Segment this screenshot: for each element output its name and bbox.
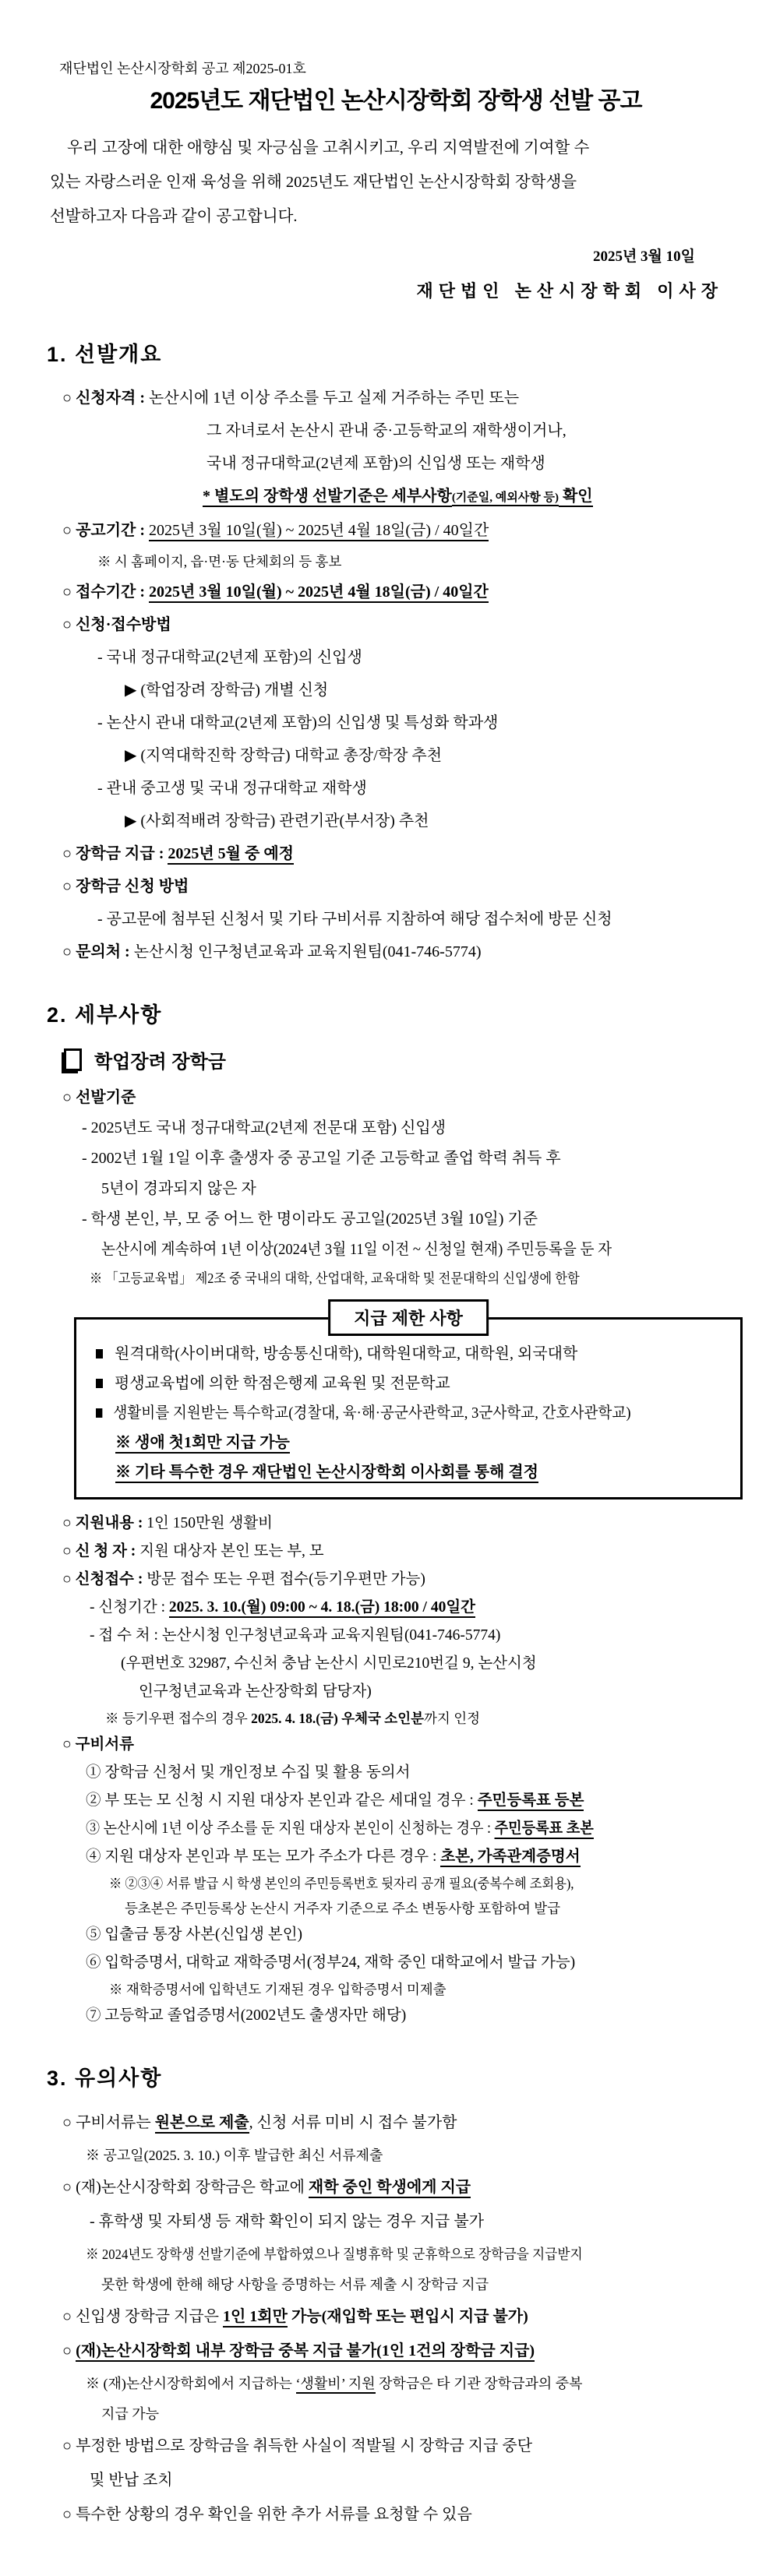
text-segment: ※ 2024년도 장학생 선발기준에 부합하였으나 질병휴학 및 군휴학으로 장학금을 지급받지 (86, 2247, 583, 2262)
section1-body (47, 388, 745, 963)
doc-line (97, 553, 745, 571)
text-segment: - 신청기간 : (90, 1599, 169, 1616)
doc-line (101, 1179, 745, 1200)
text-segment: 원본으로 제출 (155, 2114, 249, 2134)
doc-line (203, 486, 745, 509)
text-segment: ○ (62, 1543, 76, 1559)
doc-line (115, 1461, 729, 1483)
text-segment: ⑦ 고등학교 졸업증명서(2002년도 출생자만 해당) (86, 2007, 407, 2024)
doc-line (62, 2340, 745, 2362)
intro-paragraph (50, 131, 745, 234)
doc-line (62, 388, 745, 409)
doc-line (101, 2405, 745, 2423)
doc-line (139, 1682, 745, 1702)
text-segment: ○ (62, 2437, 76, 2454)
text-segment: 원격대학(사이버대학, 방송통신대학), 대학원대학교, 대학원, 외국대학 (115, 1345, 578, 1362)
text-segment: ⑥ 입학증명서, 대학교 재학증명서(정부24, 재학 중인 대학교에서 발급 가능) (86, 1954, 576, 1971)
notice-number: 재단법인 논산시장학회 공고 제2025-01호 (59, 61, 306, 76)
text-segment: 신청자격 : (76, 389, 150, 407)
doc-line (62, 1735, 745, 1755)
text-segment: - 공고문에 첨부된 신청서 및 기타 구비서류 지참하여 해당 접수처에 방문 신청 (97, 911, 612, 928)
text-segment: ○ (62, 2308, 76, 2325)
doc-line (86, 1791, 745, 1811)
square-bullet-icon (96, 1349, 103, 1358)
text-segment: 지원내용 : (75, 1515, 147, 1531)
text-segment: (사회적배려 장학금) 관련기관(부서장) 추천 (140, 812, 429, 830)
text-segment: ○ (62, 1571, 76, 1588)
doc-line (90, 1626, 745, 1646)
doc-line (101, 1239, 745, 1260)
text-segment: 장학금은 타 기관 장학금과의 중복 (375, 2376, 583, 2391)
text-segment: 있는 자랑스러운 인재 육성을 위해 2025년도 재단법인 논산시장학회 장학생을 (50, 174, 577, 191)
text-segment: 신 청 자 : (75, 1543, 140, 1559)
text-segment: ○ (62, 943, 76, 960)
text-segment: ○ (62, 878, 76, 895)
doc-line (90, 1598, 745, 1618)
text-segment: ‘생활비’ 지원 (296, 2376, 376, 2394)
doc-line (206, 421, 745, 442)
doc-line (125, 680, 745, 701)
text-segment: ○ (62, 1515, 76, 1531)
text-segment: ④ 지원 대상자 본인과 부 또는 모가 주소가 다른 경우 : (86, 1848, 441, 1865)
doc-line (86, 1763, 745, 1783)
doc-line (62, 1542, 745, 1562)
text-segment: 선발하고자 다음과 같이 공고합니다. (50, 208, 298, 225)
doc-line (62, 2306, 745, 2328)
text-segment: 1인 150만원 생활비 (146, 1515, 274, 1531)
doc-line (67, 131, 745, 165)
text-segment: 초본, 가족관계증명서 (440, 1848, 580, 1867)
text-segment: ⑤ 입출금 통장 사본(신입생 본인) (86, 1926, 303, 1943)
text-segment: 5년이 경과되지 않은 자 (101, 1180, 256, 1197)
text-segment: - 관내 중고생 및 국내 정규대학교 재학생 (97, 780, 367, 797)
section1-heading: 1. 선발개요 (47, 343, 163, 366)
text-segment: ○ (62, 1736, 76, 1753)
text-segment: 논산시청 인구청년교육과 교육지원팀(041-746-5774) (133, 943, 482, 960)
text-segment: 문의처 : (76, 943, 134, 960)
doc-line (62, 582, 745, 603)
doc-line (62, 615, 745, 636)
text-segment: (우편번호 32987, 수신처 충남 논산시 시민로210번길 9, 논산시청 (121, 1655, 537, 1672)
text-segment: 2025년 3월 10일(월) ~ 2025년 4월 18일(금) / 40일간 (149, 522, 489, 541)
doc-line (62, 1514, 745, 1534)
payment-restriction-rows (92, 1343, 729, 1483)
payment-restriction-title: 지급 제한 사항 (328, 1299, 489, 1336)
text-segment: 접수기간 : (76, 583, 150, 601)
doc-line (90, 2211, 745, 2232)
doc-line (62, 520, 745, 541)
doc-line (86, 1953, 745, 1973)
text-segment: 장학금 신청 방법 (76, 878, 189, 895)
text-segment: ○ (62, 2342, 76, 2359)
text-segment: (재)논산시장학회 장학금은 학교에 (76, 2179, 309, 2196)
subsection-heading-scholarship (64, 1048, 745, 1075)
text-segment: 논산시에 계속하여 1년 이상(2024년 3월 11일 이전 ~ 신청일 현재) 주민등록을 둔 자 (101, 1241, 612, 1258)
doc-line (97, 713, 745, 734)
text-segment: ③ 논산시에 1년 이상 주소를 둔 지원 대상자 본인이 신청하는 경우 : (86, 1820, 495, 1837)
condensed-text (90, 1270, 580, 1288)
payment-restriction-box (74, 1309, 743, 1499)
text-segment: 구비서류는 (76, 2114, 155, 2131)
text-segment: ○ (62, 2506, 76, 2523)
text-segment: ○ (62, 1089, 76, 1106)
text-segment: ▶ (125, 747, 141, 764)
doc-line (90, 2469, 745, 2491)
doc-line (86, 1819, 745, 1839)
doc-line (62, 942, 745, 963)
text-segment: - 휴학생 및 자퇴생 등 재학 확인이 되지 않는 경우 지급 불가 (90, 2213, 485, 2230)
doc-line (96, 1402, 729, 1424)
text-segment: 구비서류 (75, 1736, 135, 1753)
condensed-text (86, 2245, 583, 2264)
doc-line (86, 2006, 745, 2026)
signer: 재단법인 논산시장학회 이사장 (416, 281, 723, 301)
announcement-date: 2025년 3월 10일 (592, 248, 695, 265)
doc-line (82, 1209, 745, 1230)
doc-line (115, 1432, 729, 1454)
square-bullet-icon (96, 1379, 103, 1388)
text-segment: (기준일, 예외사항 등) (452, 492, 559, 506)
text-segment: 2025. 4. 18.(금) 우체국 소인분 (251, 1711, 425, 1726)
doc-line (62, 1087, 745, 1108)
doc-line (86, 2245, 745, 2264)
text-segment: * 별도의 장학생 선발기준은 세부사항 (203, 488, 452, 507)
section2-application-body (47, 1514, 745, 2026)
text-segment: ※ 시 홈페이지, 읍·면·동 단체회의 등 홍보 (97, 554, 342, 569)
doc-line (62, 2504, 745, 2525)
text-segment: ※ 「고등교육법」 제2조 중 국내의 대학, 산업대학, 교육대학 및 전문대학의 신입생에 한함 (90, 1270, 580, 1286)
condensed-text (101, 1239, 612, 1260)
doc-line (96, 1373, 729, 1394)
text-segment: 인구청년교육과 논산장학회 담당자) (139, 1683, 372, 1700)
text-segment: 신청·접수방법 (76, 616, 171, 633)
text-segment: 가능 (287, 2308, 322, 2325)
doc-line (96, 1343, 729, 1365)
text-segment: 방문 접수 또는 우편 접수(등기우편만 가능) (146, 1571, 425, 1588)
text-segment: 확인 (559, 488, 593, 507)
doc-line (97, 909, 745, 930)
text-segment: 2025. 3. 10.(월) 09:00 ~ 4. 18.(금) 18:00 / 40일간 (169, 1599, 475, 1618)
text-segment: 생활비를 지원받는 특수학교(경찰대, 육·해·공군사관학교, 3군사학교, 간호사관학교) (113, 1404, 631, 1422)
text-segment: ※ ②③④ 서류 발급 시 학생 본인의 주민등록번호 뒷자리 공개 필요(중복수혜 조회용), (109, 1876, 574, 1891)
text-segment: - 2025년도 국내 정규대학교(2년제 전문대 포함) 신입생 (82, 1119, 447, 1136)
text-segment: - 2002년 1월 1일 이후 출생자 중 공고일 기준 고등학교 졸업 학력 취득 후 (82, 1150, 561, 1167)
section2-criteria-body (47, 1087, 745, 1288)
text-segment: - 국내 정규대학교(2년제 포함)의 신입생 (97, 649, 362, 666)
text-segment: 지원 대상자 본인 또는 부, 모 (139, 1543, 324, 1559)
section2-heading: 2. 세부사항 (47, 1003, 163, 1027)
text-segment: 재학 중인 학생에게 지급 (309, 2179, 471, 2198)
document-title: 2025년도 재단법인 논산시장학회 장학생 선발 공고 (150, 88, 642, 114)
text-segment: ▶ (125, 812, 141, 830)
text-segment: 까지 인정 (424, 1711, 481, 1726)
text-segment: ○ (62, 389, 76, 407)
doc-line (62, 2435, 745, 2457)
text-segment: ▶ (125, 682, 141, 699)
doc-line (97, 647, 745, 668)
text-segment: (지역대학진학 장학금) 대학교 총장/학장 추천 (140, 747, 443, 764)
doc-line (86, 1925, 745, 1945)
doc-line (82, 1148, 745, 1169)
text-segment: ○ (62, 845, 76, 862)
doc-line (125, 811, 745, 832)
condensed-text (96, 1402, 631, 1424)
doc-line (86, 2374, 745, 2393)
doc-line (62, 2112, 745, 2134)
text-segment: 우리 고장에 대한 애향심 및 자긍심을 고취시키고, 우리 지역발전에 기여할 수 (67, 139, 590, 157)
doc-line (62, 876, 745, 897)
text-segment: ※ (재)논산시장학회에서 지급하는 (86, 2376, 296, 2391)
text-segment: 등초본은 주민등록상 논산시 거주자 기준으로 주소 변동사항 포함하여 발급 (125, 1901, 561, 1916)
doc-line (62, 1570, 745, 1590)
text-segment: 국내 정규대학교(2년제 포함)의 신입생 또는 재학생 (206, 455, 545, 472)
square-box-bullet-icon (64, 1048, 82, 1071)
text-segment: 평생교육법에 의한 학점은행제 교육원 및 전문학교 (115, 1375, 450, 1392)
doc-line (109, 1981, 745, 1999)
text-segment: 주민등록표 초본 (495, 1820, 594, 1839)
text-segment: 장학금 지급 : (76, 845, 168, 862)
text-segment: 및 반납 조치 (90, 2472, 173, 2489)
text-segment: 부정한 방법으로 장학금을 취득한 사실이 적발될 시 장학금 지급 중단 (76, 2437, 533, 2454)
text-segment: 선발기준 (76, 1089, 136, 1106)
square-bullet-icon (96, 1408, 102, 1418)
text-segment: , 신청 서류 미비 시 접수 불가함 (249, 2114, 457, 2131)
doc-line (90, 1270, 745, 1288)
text-segment: 1인 1회만 (223, 2308, 288, 2328)
text-segment: ○ (62, 2179, 76, 2196)
section3-body (47, 2112, 745, 2525)
doc-line (109, 1875, 745, 1893)
text-segment: (학업장려 장학금) 개별 신청 (140, 682, 329, 699)
text-segment: - 논산시 관내 대학교(2년제 포함)의 신입생 및 특성화 학과생 (97, 714, 499, 731)
text-segment: 논산시에 1년 이상 주소를 두고 실제 거주하는 주민 또는 (149, 389, 520, 407)
doc-line (50, 199, 745, 234)
text-segment: ※ 공고일(2025. 3. 10.) 이후 발급한 최신 서류제출 (86, 2148, 383, 2163)
text-segment: ※ 생애 첫1회만 지급 가능 (115, 1434, 290, 1454)
text-segment: 신청접수 : (75, 1571, 147, 1588)
text-segment: ① 장학금 신청서 및 개인정보 수집 및 활용 동의서 (86, 1764, 411, 1781)
doc-line (206, 453, 745, 474)
doc-line (97, 778, 745, 799)
text-segment: (재입학 또는 편입시 지급 불가) (321, 2308, 528, 2325)
text-segment: 신입생 장학금 지급은 (76, 2308, 223, 2325)
text-segment: ○ (62, 583, 76, 601)
condensed-text (86, 1819, 594, 1839)
text-segment: ※ 재학증명서에 입학년도 기재된 경우 입학증명서 미제출 (109, 1982, 447, 1997)
section3-heading: 3. 유의사항 (47, 2067, 163, 2090)
text-segment: - 학생 본인, 부, 모 중 어느 한 명이라도 공고일(2025년 3월 10일) 기준 (82, 1210, 538, 1228)
doc-line (82, 1118, 745, 1139)
doc-line (50, 165, 745, 199)
doc-line (105, 1710, 745, 1728)
text-segment: 지급 가능 (101, 2406, 160, 2422)
doc-line (125, 1900, 745, 1918)
text-segment: ② 부 또는 모 신청 시 지원 대상자 본인과 같은 세대일 경우 : (86, 1792, 478, 1809)
text-segment: ※ 기타 특수한 경우 재단법인 논산시장학회 이사회를 통해 결정 (115, 1464, 538, 1483)
doc-line (62, 844, 745, 865)
doc-line (86, 2146, 745, 2165)
text-segment: ○ (62, 522, 76, 539)
text-segment: ※ 등기우편 접수의 경우 (105, 1711, 252, 1726)
text-segment: 특수한 상황의 경우 확인을 위한 추가 서류를 요청할 수 있음 (76, 2506, 472, 2523)
text-segment: 2025년 3월 10일(월) ~ 2025년 4월 18일(금) / 40일간 (149, 583, 489, 603)
text-segment: ○ (62, 2114, 76, 2131)
text-segment: 그 자녀로서 논산시 관내 중·고등학교의 재학생이거나, (206, 422, 567, 439)
doc-line (121, 1654, 745, 1674)
text-segment: 2025년 5월 중 예정 (168, 845, 294, 865)
doc-line (86, 1847, 745, 1867)
doc-line (125, 745, 745, 766)
doc-line (62, 2176, 745, 2198)
subsection-heading-label: 학업장려 장학금 (94, 1052, 226, 1073)
text-segment: (재)논산시장학회 내부 장학금 중복 지급 불가(1인 1건의 장학금 지급) (76, 2342, 535, 2362)
condensed-text (109, 1875, 574, 1893)
text-segment: 공고기간 : (76, 522, 150, 539)
text-segment: ○ (62, 616, 76, 633)
doc-line (101, 2275, 745, 2294)
text-segment: - 접 수 처 : 논산시청 인구청년교육과 교육지원팀(041-746-5774) (90, 1627, 501, 1644)
text-segment: 주민등록표 등본 (478, 1792, 584, 1811)
text-segment: 못한 학생에 한해 해당 사항을 증명하는 서류 제출 시 장학금 지급 (101, 2277, 489, 2292)
